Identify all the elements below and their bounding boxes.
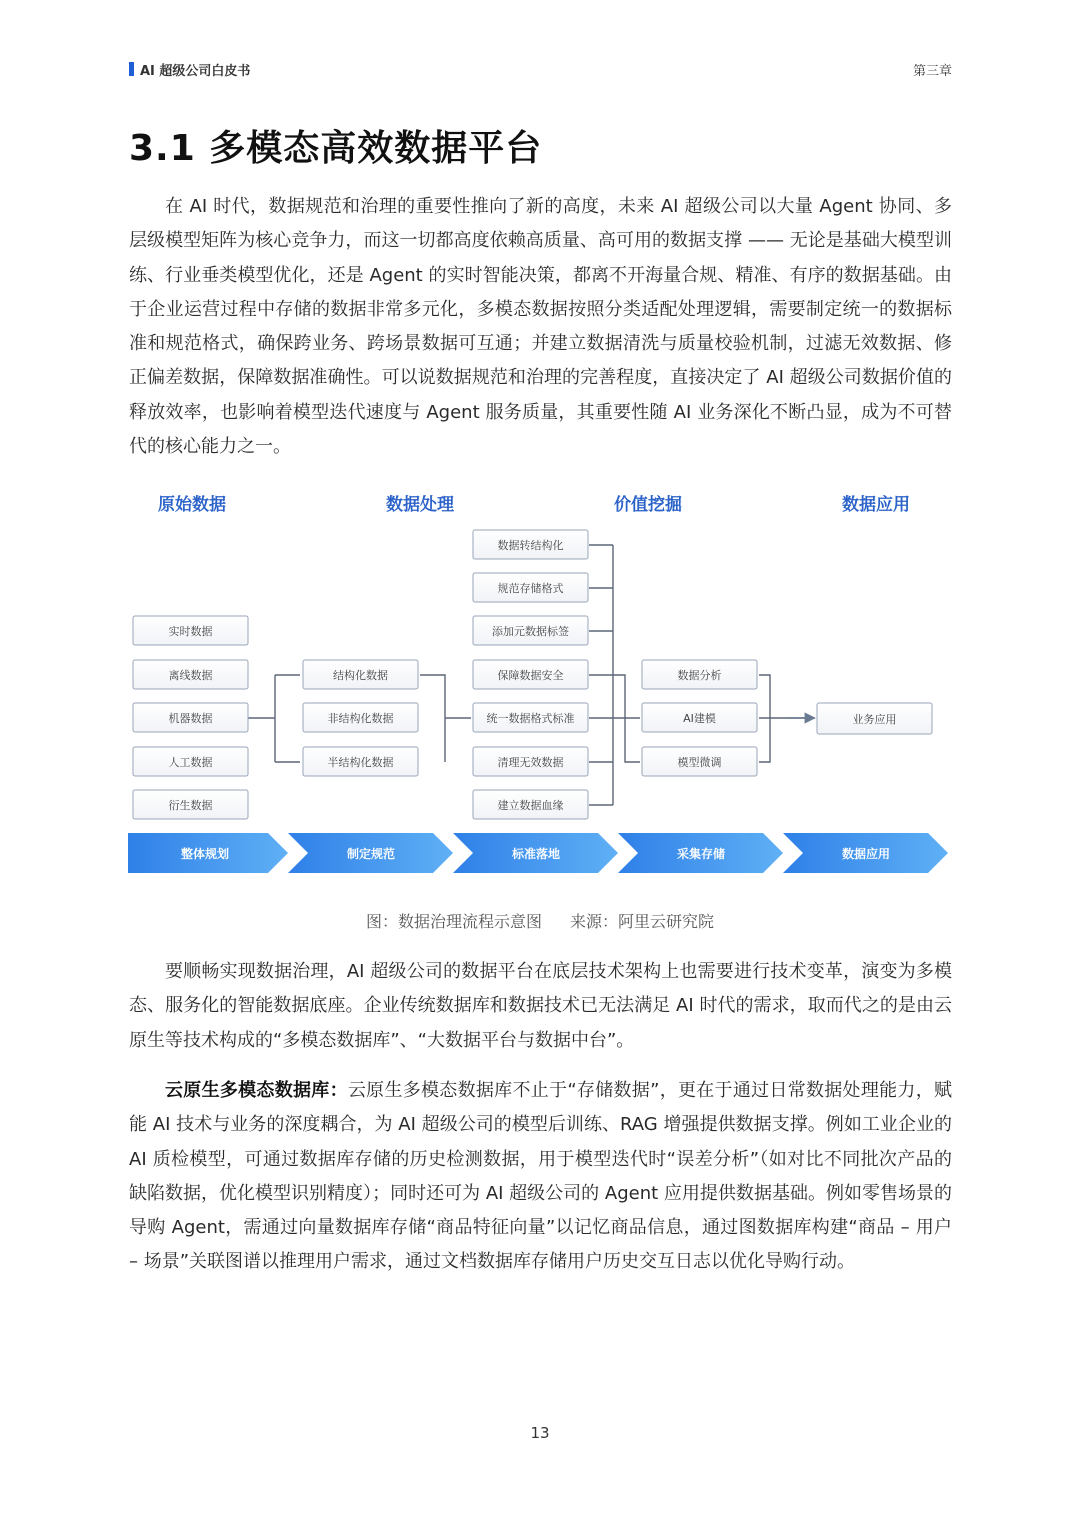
raw-data-column bbox=[133, 616, 248, 819]
value-label: AI建模 bbox=[683, 712, 716, 725]
step-label: 标准落地 bbox=[511, 847, 561, 861]
value-column bbox=[642, 660, 757, 776]
page-number: 13 bbox=[530, 1424, 550, 1442]
step-label: 采集存储 bbox=[676, 847, 726, 861]
governance-label: 统一数据格式标准 bbox=[486, 712, 575, 725]
stage-label-raw-data: 原始数据 bbox=[158, 495, 226, 515]
paragraph-multimodal-db bbox=[129, 1074, 952, 1280]
data-governance-diagram bbox=[125, 483, 955, 883]
stage-label-value-mining: 价值挖掘 bbox=[614, 495, 682, 515]
section-title: 3.1 多模态高效数据平台 bbox=[129, 128, 543, 169]
governance-label: 添加元数据标签 bbox=[492, 625, 569, 638]
raw-data-label: 衍生数据 bbox=[168, 799, 213, 812]
processing-label: 结构化数据 bbox=[333, 669, 388, 682]
application-label: 业务应用 bbox=[852, 713, 897, 726]
governance-column bbox=[473, 530, 588, 819]
governance-label: 建立数据血缘 bbox=[497, 799, 564, 812]
figure-caption bbox=[0, 909, 1080, 932]
document-title: AI 超级公司白皮书 bbox=[140, 64, 251, 79]
processing-column bbox=[303, 660, 418, 776]
governance-label: 数据转结构化 bbox=[497, 539, 564, 552]
stage-label-application: 数据应用 bbox=[842, 495, 910, 515]
processing-label: 非结构化数据 bbox=[327, 712, 394, 725]
header-accent-bar bbox=[129, 62, 134, 76]
application-column bbox=[817, 703, 932, 734]
governance-label: 规范存储格式 bbox=[497, 582, 564, 595]
stage-label-processing: 数据处理 bbox=[386, 495, 454, 515]
raw-data-label: 机器数据 bbox=[168, 712, 213, 725]
value-label: 模型微调 bbox=[677, 756, 722, 769]
value-label: 数据分析 bbox=[677, 669, 722, 682]
step-label: 数据应用 bbox=[841, 847, 891, 861]
step-label: 制定规范 bbox=[346, 847, 396, 861]
chapter-label: 第三章 bbox=[912, 64, 952, 79]
raw-data-label: 离线数据 bbox=[168, 669, 213, 682]
governance-label: 保障数据安全 bbox=[497, 669, 564, 682]
caption-source: 来源：阿里云研究院 bbox=[570, 912, 715, 931]
caption-title: 图：数据治理流程示意图 bbox=[365, 912, 542, 931]
paragraph-body: 云原生多模态数据库不止于“存储数据”，更在于通过日常数据处理能力，赋能 AI 技术与业务的深度耦合，为 AI 超级公司的模型后训练、RAG 增强提供数据支撑。例如工业企业的 AI 质检模型，可通过数据库存储的历史检测数据，用于模型迭代时“误差分析”（如对比不同批次产品的缺陷数据，优化模型识别精度）；同时还可为 AI 超级公司的 Agent 应用提供数据基础。例如零售场景的导购 Agent，需通过向量数据库存储“商品特征向量”以记忆商品信息，通过图数据库构建“商品 – 用户 – 场景”关联图谱以推理用户需求，通过文档数据库存储用户历史交互日志以优化导购行动。 bbox=[129, 1080, 952, 1273]
paragraph-platform: 要顺畅实现数据治理，AI 超级公司的数据平台在底层技术架构上也需要进行技术变革，演变为多模态、服务化的智能数据底座。企业传统数据库和数据技术已无法满足 AI 时代的需求，取而代之的是由云原生等技术构成的“多模态数据库”、“大数据平台与数据中台”。 bbox=[129, 961, 952, 1051]
processing-label: 半结构化数据 bbox=[327, 756, 394, 769]
step-label: 整体规划 bbox=[180, 847, 230, 861]
paragraph-intro: 在 AI 时代，数据规范和治理的重要性推向了新的高度，未来 AI 超级公司以大量 Agent 协同、多层级模型矩阵为核心竞争力，而这一切都高度依赖高质量、高可用的数据支撑 —— 无论是基础大模型训练、行业垂类模型优化，还是 Agent 的实时智能决策，都离不开海量合规、精准、有序的数据基础。由于企业运营过程中存储的数据非常多元化，多模态数据按照分类适配处理逻辑，需要制定统一的数据标准和规范格式，确保跨业务、跨场景数据可互通；并建立数据清洗与质量校验机制，过滤无效数据、修正偏差数据，保障数据准确性。可以说数据规范和治理的完善程度，直接决定了 AI 超级公司数据价值的释放效率，也影响着模型迭代速度与 Agent 服务质量，其重要性随 AI 业务深化不断凸显，成为不可替代的核心能力之一。 bbox=[129, 196, 952, 458]
raw-data-label: 实时数据 bbox=[168, 625, 213, 638]
paragraph-lead: 云原生多模态数据库： bbox=[165, 1080, 348, 1101]
governance-label: 清理无效数据 bbox=[497, 756, 564, 769]
step-banner bbox=[128, 833, 948, 873]
raw-data-label: 人工数据 bbox=[168, 756, 213, 769]
